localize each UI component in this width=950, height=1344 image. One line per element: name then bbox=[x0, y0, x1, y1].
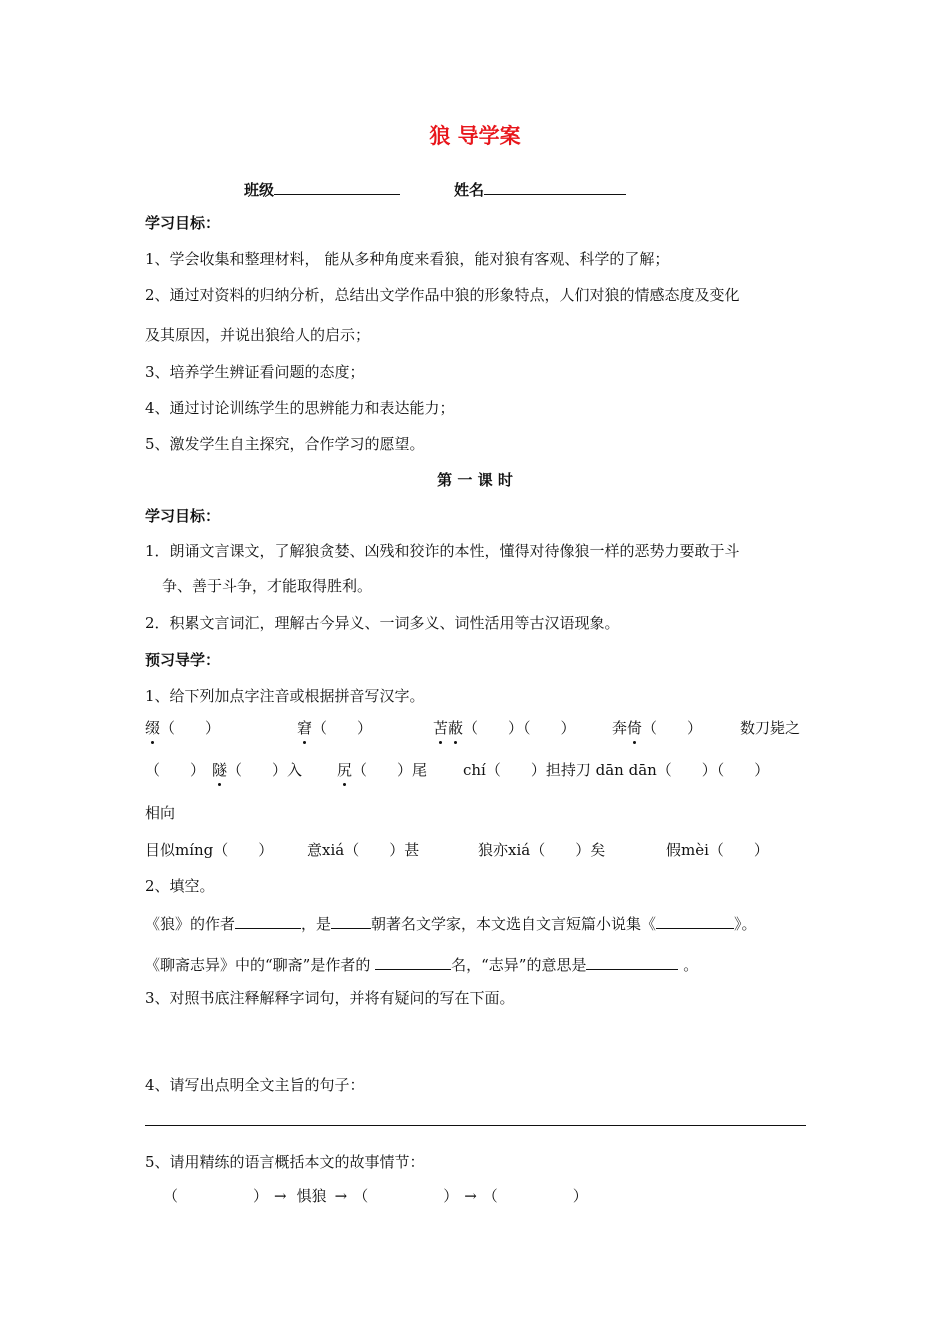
class-field bbox=[244, 178, 400, 200]
answer-paren[interactable]: （ ）入 bbox=[227, 761, 303, 779]
fill-text: 朝著名文学家，本文选自文言短篇小说集《 bbox=[371, 915, 657, 933]
answer-paren[interactable]: （ ） bbox=[160, 719, 221, 737]
question-3: 3、对照书底注释解释字词句，并将有疑问的写在下面。 bbox=[145, 989, 515, 1007]
fill-text: 》。 bbox=[734, 915, 757, 933]
pinyin-item bbox=[212, 760, 302, 780]
answer-line[interactable] bbox=[145, 1125, 806, 1126]
preview-heading: 预习导学： bbox=[145, 651, 221, 669]
fill-text: 《聊斋志异》中的“聊斋”是作者的 bbox=[145, 956, 376, 974]
pinyin-item: chí（ ）担持刀 dān dān（ ）（ ） bbox=[463, 761, 770, 779]
objective-item: 1、学会收集和整理材料， 能从多种角度来看狼，能对狼有客观、科学的了解； bbox=[145, 250, 670, 268]
question-4: 4、请写出点明全文主旨的句子： bbox=[145, 1076, 365, 1094]
arrow-icon: → bbox=[334, 1187, 348, 1205]
plain-char: 奔 bbox=[612, 719, 628, 737]
objective-item: 1．朗诵文言课文，了解狼贪婪、凶残和狡诈的本性，懂得对待像狼一样的恶势力要敢于斗 bbox=[145, 542, 740, 560]
fill-text: 《狼》的作者 bbox=[145, 915, 236, 933]
meaning-blank[interactable] bbox=[586, 953, 678, 970]
dotted-char: 蔽 bbox=[448, 719, 464, 737]
objective-item: 及其原因，并说出狼给人的启示； bbox=[145, 326, 371, 344]
answer-paren[interactable]: （ ） bbox=[145, 761, 206, 779]
question-2: 2、填空。 bbox=[145, 877, 215, 895]
dynasty-blank[interactable] bbox=[331, 912, 371, 929]
pinyin-item bbox=[433, 718, 576, 738]
fill-line-1 bbox=[145, 912, 757, 934]
objective-item: 2、通过对资料的归纳分析，总结出文学作品中狼的形象特点，人们对狼的情感态度及变化 bbox=[145, 286, 740, 304]
objective-item: 争、善于斗争，才能取得胜利。 bbox=[162, 577, 373, 595]
fill-text: ，是 bbox=[301, 915, 332, 933]
fill-text: 名，“志异”的意思是 bbox=[451, 956, 587, 974]
dotted-char: 隧 bbox=[212, 761, 228, 779]
objective-item: 3、培养学生辨证看问题的态度； bbox=[145, 363, 365, 381]
plot-chain bbox=[163, 1186, 588, 1206]
page-title: 狼 导学案 bbox=[429, 124, 521, 148]
section1-heading: 学习目标： bbox=[145, 214, 221, 232]
study-name-blank[interactable] bbox=[375, 953, 451, 970]
dotted-char: 缀 bbox=[145, 719, 161, 737]
dotted-char: 苫 bbox=[433, 719, 449, 737]
pinyin-item bbox=[612, 718, 702, 738]
name-field bbox=[454, 178, 626, 200]
section2-heading: 学习目标： bbox=[145, 507, 221, 525]
plot-blank[interactable]: （ ） bbox=[353, 1187, 459, 1205]
pinyin-item: 目似míng（ ） bbox=[145, 841, 274, 859]
objective-item: 2．积累文言词汇，理解古今异义、一词多义、词性活用等古汉语现象。 bbox=[145, 614, 620, 632]
pinyin-item: 假mèi（ ） bbox=[666, 841, 769, 859]
name-label: 姓名 bbox=[454, 181, 485, 199]
dotted-char: 尻 bbox=[337, 761, 353, 779]
fill-text: 。 bbox=[678, 956, 699, 974]
pinyin-item: 数刀毙之 bbox=[740, 719, 801, 737]
author-blank[interactable] bbox=[235, 912, 301, 929]
question-1: 1、给下列加点字注音或根据拼音写汉字。 bbox=[145, 687, 425, 705]
pinyin-item: 意xiá（ ）甚 bbox=[307, 841, 420, 859]
lesson-title: 第 一 课 时 bbox=[437, 471, 513, 489]
question-5: 5、请用精练的语言概括本文的故事情节： bbox=[145, 1153, 425, 1171]
class-label: 班级 bbox=[244, 181, 275, 199]
pinyin-item: 狼亦xiá（ ）矣 bbox=[478, 841, 606, 859]
arrow-icon: → bbox=[274, 1187, 287, 1205]
answer-paren[interactable]: （ ） bbox=[642, 719, 703, 737]
dotted-char: 窘 bbox=[297, 719, 313, 737]
answer-paren[interactable]: （ ） bbox=[312, 719, 373, 737]
objective-item: 4、通过讨论训练学生的思辨能力和表达能力； bbox=[145, 399, 455, 417]
plot-blank[interactable]: （ ） bbox=[163, 1187, 269, 1205]
answer-paren[interactable]: （ ）尾 bbox=[352, 761, 428, 779]
dotted-char: 倚 bbox=[627, 719, 643, 737]
objective-item: 5、激发学生自主探究，合作学习的愿望。 bbox=[145, 435, 425, 453]
collection-blank[interactable] bbox=[656, 912, 734, 929]
plot-step: 惧狼 bbox=[296, 1187, 327, 1205]
pinyin-item bbox=[145, 718, 220, 738]
name-blank[interactable] bbox=[484, 178, 626, 195]
class-blank[interactable] bbox=[274, 178, 400, 195]
pinyin-item bbox=[297, 718, 372, 738]
pinyin-item: 相向 bbox=[145, 804, 176, 822]
answer-paren[interactable]: （ ）（ ） bbox=[463, 719, 576, 737]
pinyin-item bbox=[337, 760, 427, 780]
arrow-icon: → bbox=[464, 1187, 477, 1205]
plot-blank[interactable]: （ ） bbox=[482, 1187, 588, 1205]
fill-line-2 bbox=[145, 953, 698, 975]
